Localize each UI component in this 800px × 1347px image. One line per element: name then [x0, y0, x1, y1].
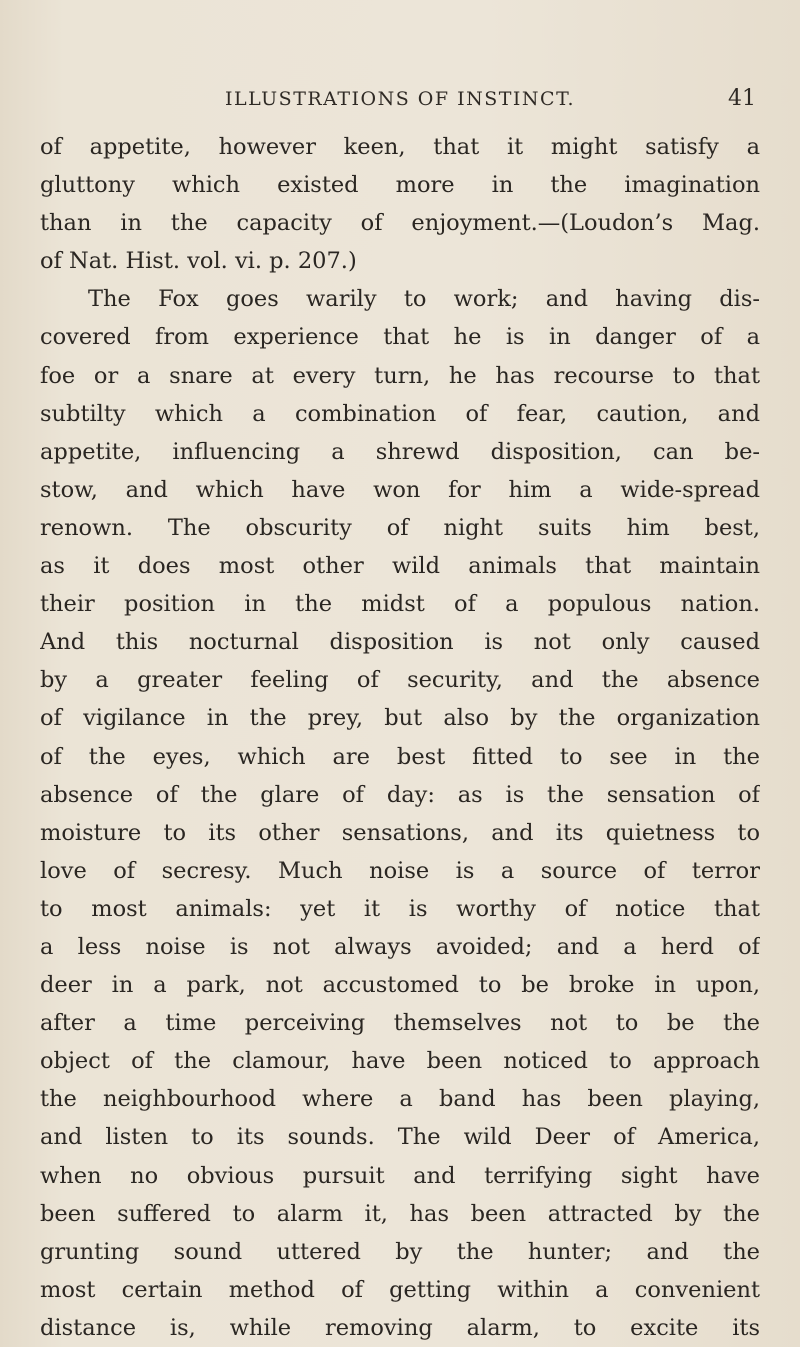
- running-title: ILLUSTRATIONS OF INSTINCT.: [224, 88, 576, 110]
- text-line: object of the clamour, have been noticed to approach: [40, 1048, 760, 1075]
- text-line: most certain method of getting within a convenient: [40, 1276, 760, 1303]
- text-line: And this nocturnal disposition is not only caused: [40, 629, 760, 656]
- text-line: appetite, influencing a shrewd disposition, can be-: [40, 438, 760, 465]
- text-line: distance is, while removing alarm, to excite its: [40, 1314, 760, 1341]
- text-line: to most animals: yet it is worthy of notice that: [40, 895, 760, 922]
- text-line: a less noise is not always avoided; and a herd of: [40, 933, 760, 960]
- text-line: love of secresy. Much noise is a source of terror: [40, 857, 760, 884]
- text-line: renown. The obscurity of night suits him best,: [40, 514, 760, 541]
- text-line: the neighbourhood where a band has been playing,: [40, 1086, 760, 1113]
- text-line: of the eyes, which are best fitted to see in the: [40, 743, 760, 770]
- text-line: stow, and which have won for him a wide-spread: [40, 476, 760, 503]
- text-line: covered from experience that he is in danger of a: [40, 324, 760, 351]
- text-line: foe or a snare at every turn, he has recourse to that: [40, 362, 760, 389]
- text-line: moisture to its other sensations, and its quietness to: [40, 819, 760, 846]
- text-line: after a time perceiving themselves not to be the: [40, 1010, 760, 1037]
- text-line: of vigilance in the prey, but also by the organization: [40, 705, 760, 732]
- text-line: when no obvious pursuit and terrifying sight have: [40, 1162, 760, 1189]
- body-text: [40, 128, 760, 1347]
- text-line: subtilty which a combination of fear, caution, and: [40, 400, 760, 427]
- text-line: than in the capacity of enjoyment.—(Loudon’s Mag.: [40, 210, 760, 237]
- text-line: as it does most other wild animals that maintain: [40, 553, 760, 580]
- text-line: deer in a park, not accustomed to be broke in upon,: [40, 972, 760, 999]
- text-line: been suffered to alarm it, has been attracted by the: [40, 1200, 760, 1227]
- page-number: 41: [728, 86, 756, 111]
- text-line: The Fox goes warily to work; and having dis-: [88, 286, 760, 313]
- text-line: grunting sound uttered by the hunter; and the: [40, 1238, 760, 1265]
- text-line: gluttony which existed more in the imagination: [40, 172, 760, 199]
- text-line: their position in the midst of a populous nation.: [40, 591, 760, 618]
- text-line: of Nat. Hist. vol. vi. p. 207.): [40, 248, 357, 275]
- text-line: absence of the glare of day: as is the sensation of: [40, 781, 760, 808]
- running-head: [40, 88, 760, 120]
- text-line: by a greater feeling of security, and the absence: [40, 667, 760, 694]
- text-line: and listen to its sounds. The wild Deer of America,: [40, 1124, 760, 1151]
- text-line: of appetite, however keen, that it might satisfy a: [40, 134, 760, 160]
